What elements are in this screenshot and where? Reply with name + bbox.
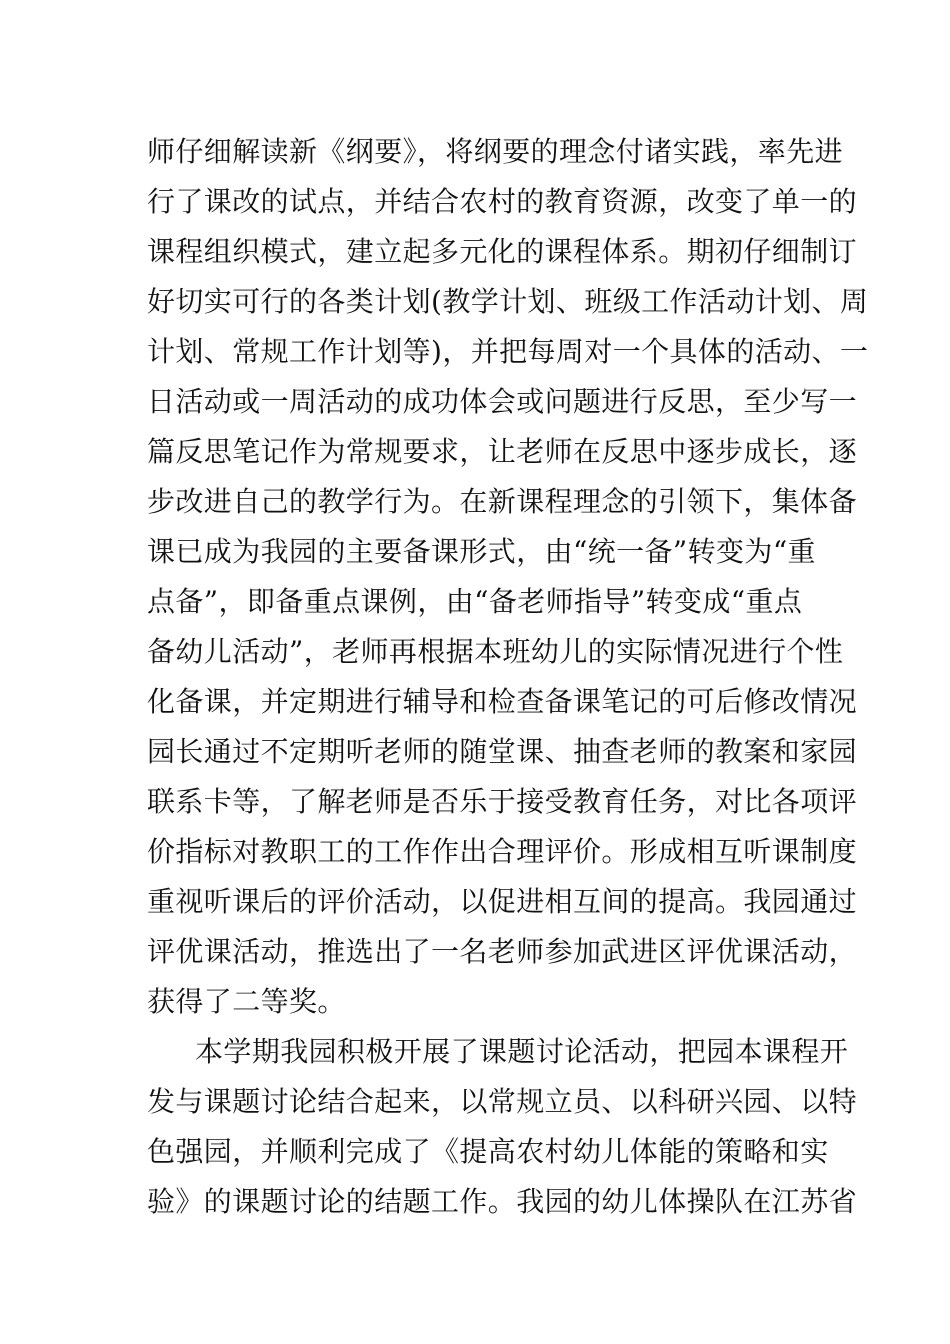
paragraph-1-line-7: 篇反思笔记作为常规要求，让老师在反思中逐步成长，逐 [147,435,858,468]
paragraph-2-line-4: 验》的课题讨论的结题工作。我园的幼儿体操队在江苏省 [147,1185,858,1218]
paragraph-1-line-11: 备幼儿活动”，老师再根据本班幼儿的实际情况进行个性 [147,635,844,668]
paragraph-1-line-5: 计划、常规工作计划等)，并把每周对一个具体的活动、一 [147,335,869,368]
paragraph-2-line-3: 色强园，并顺利完成了《提高农村幼儿体能的策略和实 [147,1135,829,1168]
paragraph-1-line-15: 价指标对教职工的工作作出合理评价。形成相互听课制度 [147,835,858,868]
paragraph-1-line-17: 评优课活动，推选出了一名老师参加武进区评优课活动， [147,935,858,968]
paragraph-1-line-6: 日活动或一周活动的成功体会或问题进行反思，至少写一 [147,385,858,418]
paragraph-1-line-2: 行了课改的试点，并结合农村的教育资源，改变了单一的 [147,185,858,218]
paragraph-1-line-1: 师仔细解读新《纲要》，将纲要的理念付诸实践，率先进 [147,135,844,168]
paragraph-1-line-13: 园长通过不定期听老师的随堂课、抽查老师的教案和家园 [147,735,858,768]
paragraph-1-line-14: 联系卡等，了解老师是否乐于接受教育任务，对比各项评 [147,785,858,818]
paragraph-1-line-18: 获得了二等奖。 [147,985,346,1018]
paragraph-1-line-9: 课已成为我园的主要备课形式，由“统一备”转变为“重 [147,535,816,568]
paragraph-1-line-12: 化备课，并定期进行辅导和检查备课笔记的可后修改情况 [147,685,858,718]
paragraph-1-line-8: 步改进自己的教学行为。在新课程理念的引领下，集体备 [147,485,858,518]
paragraph-1-line-10: 点备”，即备重点课例，由“备老师指导”转变成“重点 [147,585,803,618]
paragraph-1-line-4: 好切实可行的各类计划(教学计划、班级工作活动计划、周 [147,285,869,318]
paragraph-1-line-16: 重视听课后的评价活动，以促进相互间的提高。我园通过 [147,885,858,918]
paragraph-2-line-2: 发与课题讨论结合起来，以常规立员、以科研兴园、以特 [147,1085,858,1118]
paragraph-2-line-1: 本学期我园积极开展了课题讨论活动，把园本课程开 [195,1035,849,1068]
paragraph-1-line-3: 课程组织模式，建立起多元化的课程体系。期初仔细制订 [147,235,858,268]
